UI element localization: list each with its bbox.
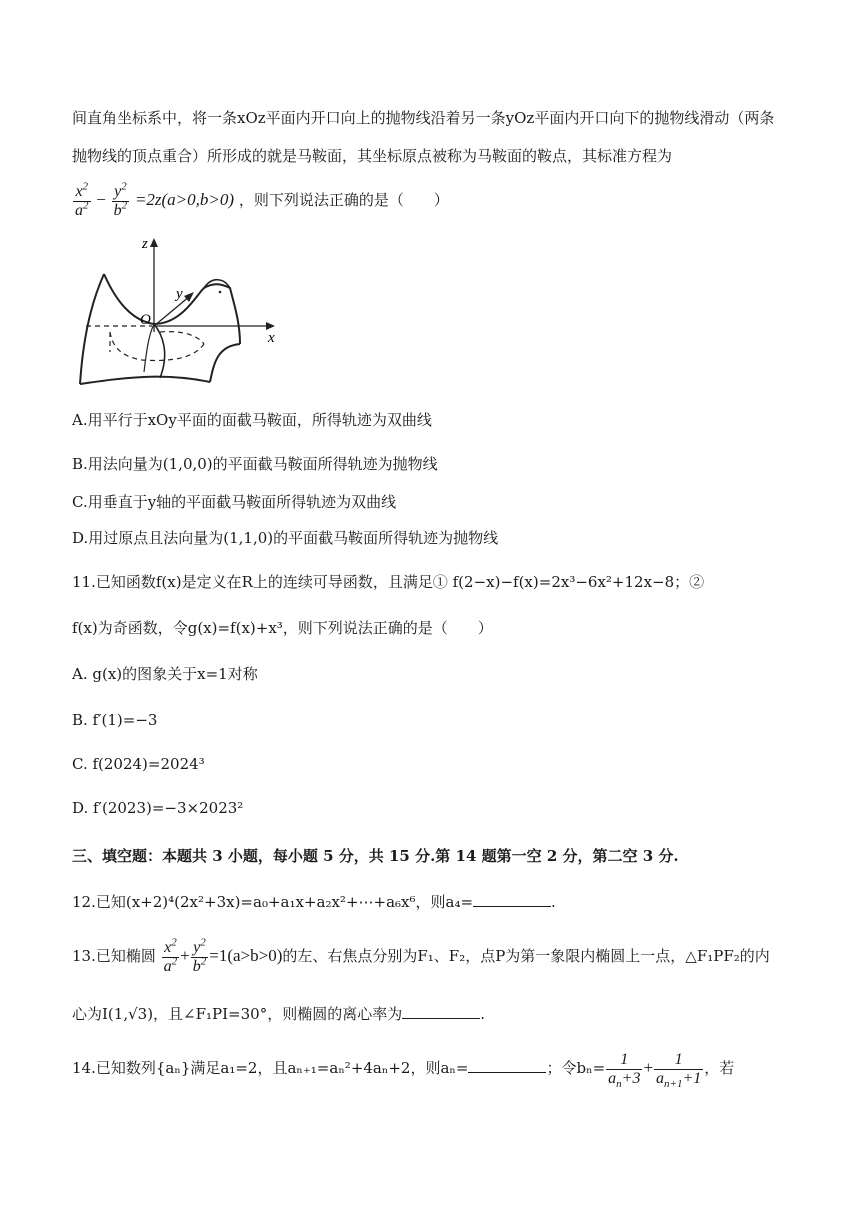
- q10-option-d: [72, 528, 818, 548]
- q13-line-2: 心为I(1,√3)，且∠F₁PI=30°，则椭圆的离心率为 .: [72, 1005, 485, 1023]
- q11-stem-line-1: [72, 572, 818, 592]
- q13-line-1: 13.已知椭圆 $\frac{x^2}{a^2}$ + $\frac{y^2}{b^2}$ =1(a>b>0)的左、右焦点分别为F₁、F₂，点P为第一象限内椭圆上一点，△F₁PF₂的内: [72, 936, 770, 975]
- q11-stem-line-2: [72, 618, 818, 638]
- q11-option-d: [72, 798, 818, 818]
- saddle-surface-figure: [72, 232, 292, 392]
- fraction-1-over-an-plus-3: $\frac{1}{a_n+3}$: [608, 1050, 641, 1090]
- intro-line-2: [72, 146, 818, 166]
- q11-option-c-text: C. f(2024)=2024³: [72, 755, 205, 773]
- q14-line: 14.已知数列{aₙ}满足a₁=2，且aₙ₊₁=aₙ²+4aₙ+2，则aₙ= ；令bₙ= $\frac{1}{a_n+3}$ + $\frac{1}{a_{n+1}+1}$ ，若: [72, 1050, 735, 1090]
- z-axis-label: z: [142, 236, 148, 252]
- origin-label: O: [140, 312, 151, 328]
- fraction-x2-a2: $\frac{x^2}{a^2}$: [75, 180, 89, 219]
- q13-answer-blank[interactable]: [402, 1004, 480, 1019]
- saddle-equation-rhs: =2z(a>0,b>0): [134, 190, 235, 209]
- q13-equation-rhs: =1(a>b>0): [209, 946, 283, 965]
- q11-option-a: [72, 664, 818, 684]
- q14-suffix: ，若: [704, 1059, 735, 1077]
- q10-option-a-text: A.用平行于xOy平面的面截马鞍面，所得轨迹为双曲线: [72, 411, 432, 429]
- q13-prefix: 13.已知椭圆: [72, 947, 156, 965]
- q10-question: ，则下列说法正确的是（ ）: [238, 191, 449, 209]
- q10-option-c: [72, 492, 818, 512]
- q13-text-2: 心为I(1,√3)，且∠F₁PI=30°，则椭圆的离心率为: [72, 1005, 403, 1023]
- q10-option-b: [72, 454, 818, 474]
- saddle-equation-line: $\frac{x^2}{a^2}$ − $\frac{y^2}{b^2}$ =2z(a>0,b>0) ，则下列说法正确的是（ ）: [75, 180, 449, 219]
- fraction-1-over-an1-plus-1: $\frac{1}{a_{n+1}+1}$: [656, 1050, 702, 1090]
- q11-option-a-text: A. g(x)的图象关于x=1对称: [72, 665, 258, 683]
- q11-stem-2: f(x)为奇函数，令g(x)=f(x)+x³，则下列说法正确的是（ ）: [72, 619, 493, 637]
- section-3-heading: [72, 846, 818, 866]
- q14-mid: ；令bₙ=: [546, 1059, 606, 1077]
- q11-option-c: [72, 754, 818, 774]
- x-axis-label: x: [268, 330, 275, 346]
- y-axis-label: y: [176, 286, 183, 302]
- q12-answer-blank[interactable]: [473, 892, 551, 907]
- intro-text-1: 间直角坐标系中，将一条xOz平面内开口向上的抛物线沿着另一条yOz平面内开口向下的抛物线滑动（两条: [72, 109, 775, 127]
- q11-stem-1: 11.已知函数f(x)是定义在R上的连续可导函数，且满足① f(2−x)−f(x)=2x³−6x²+12x−8；②: [72, 573, 705, 591]
- q10-option-a: [72, 410, 818, 430]
- q12-text: 12.已知(x+2)⁴(2x²+3x)=a₀+a₁x+a₂x²+⋯+a₆x⁶，则a₄=: [72, 893, 474, 911]
- fraction-y2-b2-ellipse: $\frac{y^2}{b^2}$: [192, 936, 207, 975]
- q11-option-d-text: D. f′(2023)=−3×2023²: [72, 799, 244, 817]
- q11-option-b: [72, 710, 818, 730]
- fraction-y2-b2: $\frac{y^2}{b^2}$: [113, 180, 128, 219]
- q10-option-d-text: D.用过原点且法向量为(1,1,0)的平面截马鞍面所得轨迹为抛物线: [72, 529, 499, 547]
- q14-prefix: 14.已知数列{aₙ}满足a₁=2，且aₙ₊₁=aₙ²+4aₙ+2，则aₙ=: [72, 1059, 469, 1077]
- q10-option-b-text: B.用法向量为(1,0,0)的平面截马鞍面所得轨迹为抛物线: [72, 455, 438, 473]
- section-3-heading-text: 三、填空题：本题共 3 小题，每小题 5 分，共 15 分.第 14 题第一空 2 分，第二空 3 分.: [72, 847, 679, 865]
- fraction-x2-a2-ellipse: $\frac{x^2}{a^2}$: [163, 936, 178, 975]
- q12-line: 12.已知(x+2)⁴(2x²+3x)=a₀+a₁x+a₂x²+⋯+a₆x⁶，则a₄= .: [72, 893, 556, 911]
- q14-answer-blank-1[interactable]: [468, 1058, 546, 1073]
- q13-rest: 的左、右焦点分别为F₁、F₂，点P为第一象限内椭圆上一点，△F₁PF₂的内: [282, 947, 770, 965]
- intro-text-2: 抛物线的顶点重合）所形成的就是马鞍面，其坐标原点被称为马鞍面的鞍点，其标准方程为: [72, 147, 673, 165]
- q10-option-c-text: C.用垂直于y轴的平面截马鞍面所得轨迹为双曲线: [72, 493, 397, 511]
- q11-option-b-text: B. f′(1)=−3: [72, 711, 158, 729]
- intro-line-1: [72, 108, 818, 128]
